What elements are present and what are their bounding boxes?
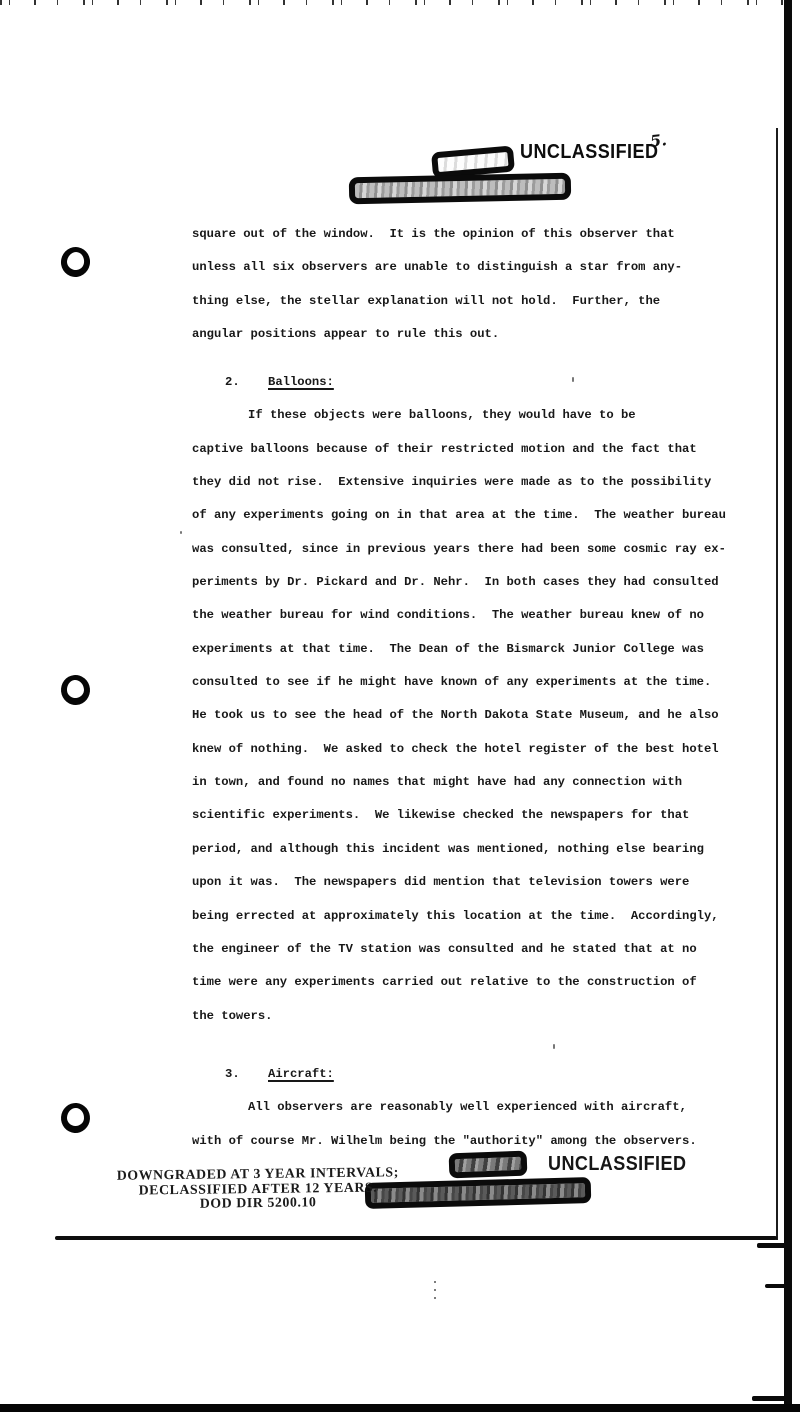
unclassified-stamp-top: UNCLASSIFIED <box>520 141 659 163</box>
scan-edge-noise <box>0 0 800 5</box>
section-heading <box>192 1058 744 1091</box>
scan-speck <box>434 1281 436 1299</box>
section-balloons <box>192 366 744 1033</box>
text-line: consulted to see if he might have known of any experiments at the time. <box>192 675 712 690</box>
declassification-stamp-line: DOD DIR 5200.10 <box>199 1194 317 1211</box>
scan-edge-tick <box>757 1243 787 1248</box>
text-line: square out of the window. It is the opinion of this observer that <box>192 227 675 241</box>
section-aircraft <box>192 1058 744 1158</box>
declassification-stamp-line: DECLASSIFIED AFTER 12 YEARS. <box>138 1179 378 1198</box>
section-number: 2. <box>225 375 240 389</box>
text-line: thing else, the stellar explanation will not hold. Further, the <box>192 293 661 308</box>
scan-edge-tick <box>765 1284 787 1288</box>
declassification-stamp <box>112 1165 405 1212</box>
redaction-stamp-bar <box>349 173 572 205</box>
hole-punch <box>60 674 92 707</box>
text-line: unless all six observers are unable to distinguish a star from any- <box>192 260 683 275</box>
text-line: they did not rise. Extensive inquiries were made as to the possibility <box>192 475 712 490</box>
intro-paragraph <box>192 218 744 351</box>
section-title: Aircraft: <box>268 1067 334 1081</box>
text-line: experiments at that time. The Dean of the Bismarck Junior College was <box>192 641 704 656</box>
page-bottom-rule <box>55 1236 777 1240</box>
text-line: He took us to see the head of the North Dakota State Museum, and he also <box>192 708 719 723</box>
redaction-stamp-box <box>449 1151 528 1179</box>
section-number: 3. <box>225 1067 240 1081</box>
handwritten-page-number: 5. <box>649 130 668 151</box>
hole-punch <box>60 1102 91 1134</box>
section-heading <box>192 366 744 399</box>
text-line: scientific experiments. We likewise checked the newspapers for that <box>192 808 690 823</box>
text-line: If these objects were balloons, they would have to be <box>248 408 636 423</box>
section-title: Balloons: <box>268 375 334 389</box>
text-line: the engineer of the TV station was consulted and he stated that at no <box>192 941 697 956</box>
declassification-stamp-line: DOWNGRADED AT 3 YEAR INTERVALS; <box>116 1164 399 1183</box>
scan-speck <box>180 531 182 534</box>
text-line: the towers. <box>192 1008 273 1023</box>
text-line: in town, and found no names that might have had any connection with <box>192 775 683 790</box>
unclassified-stamp-bottom: UNCLASSIFIED <box>548 1153 687 1175</box>
text-line: of any experiments going on in that area at the time. The weather bureau <box>192 508 726 523</box>
text-line: knew of nothing. We asked to check the hotel register of the best hotel <box>192 741 719 756</box>
scan-bottom-border <box>0 1404 800 1412</box>
text-line: was consulted, since in previous years there had been some cosmic ray ex- <box>192 541 726 556</box>
text-line: captive balloons because of their restricted motion and the fact that <box>192 441 697 456</box>
hole-punch <box>58 244 93 279</box>
text-line: All observers are reasonably well experienced with aircraft, <box>248 1100 687 1115</box>
scan-right-border <box>784 0 792 1412</box>
scan-page-edge-line <box>776 128 778 1240</box>
text-line: period, and although this incident was mentioned, nothing else bearing <box>192 841 704 856</box>
scan-speck <box>553 1044 555 1049</box>
text-line: angular positions appear to rule this out. <box>192 327 500 342</box>
text-line: being errected at approximately this location at the time. Accordingly, <box>192 908 719 923</box>
text-line: upon it was. The newspapers did mention that television towers were <box>192 875 690 890</box>
text-line: time were any experiments carried out relative to the construction of <box>192 975 697 990</box>
text-line: periments by Dr. Pickard and Dr. Nehr. In both cases they had consulted <box>192 575 719 590</box>
scan-edge-tick <box>752 1396 786 1401</box>
text-line: the weather bureau for wind conditions. The weather bureau knew of no <box>192 608 704 623</box>
text-line: with of course Mr. Wilhelm being the "authority" among the observers. <box>192 1133 697 1148</box>
